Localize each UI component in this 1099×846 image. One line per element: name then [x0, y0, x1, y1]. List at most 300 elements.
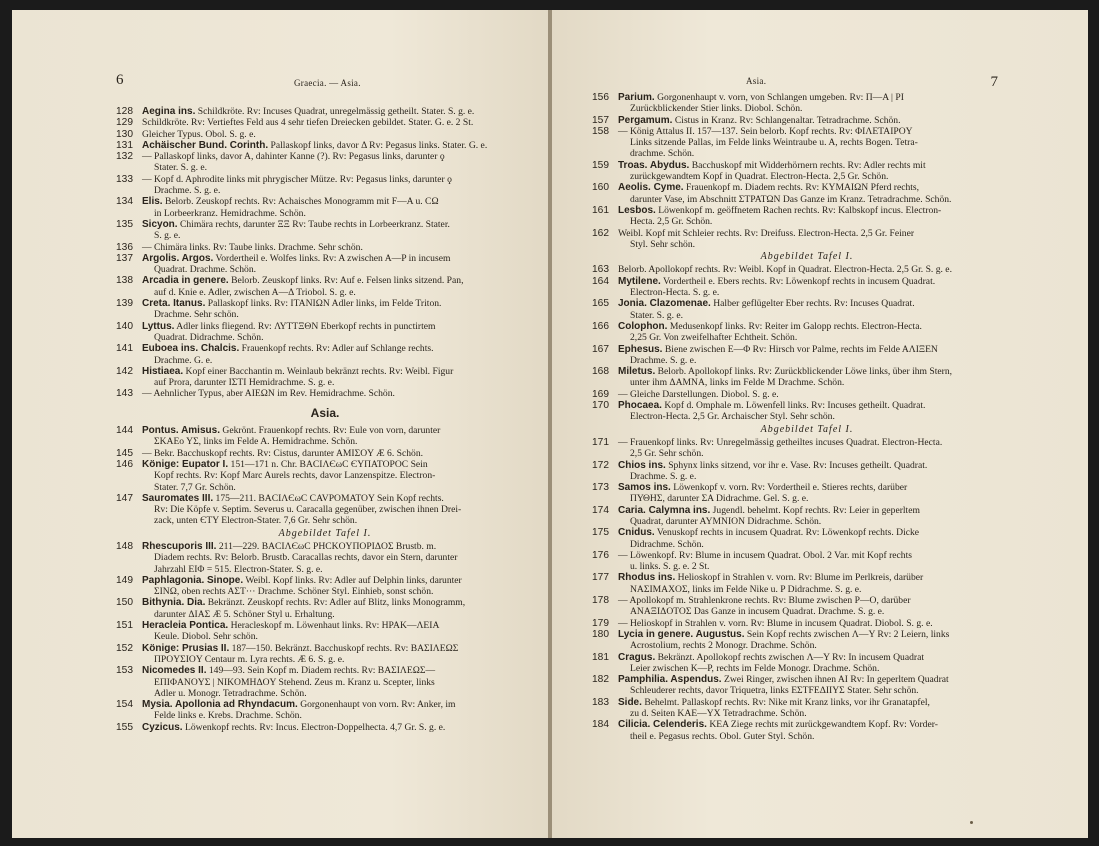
- entry-text: [142, 242, 534, 253]
- entry-number: 154: [116, 699, 133, 711]
- entry-line: Gorgonenhaupt von vorn. Rv: Anker, im: [300, 699, 456, 711]
- entry-text: [142, 425, 534, 448]
- entry-number: 143: [116, 388, 133, 400]
- entries-group: [592, 92, 1022, 250]
- catalogue-entry: [116, 298, 534, 321]
- entry-place-name: Achäischer Bund. Corinth.: [142, 139, 269, 151]
- entry-line: Belorb. Apollokopf links. Rv: Zurückblickender Löwe links, über ihm Stern,: [657, 366, 953, 378]
- catalogue-entry: [116, 242, 534, 253]
- entry-number: 164: [592, 275, 609, 287]
- catalogue-entry: [592, 264, 1022, 275]
- entry-line: Electron-Hecta. S. g. e.: [630, 287, 720, 299]
- entry-text: [142, 219, 534, 242]
- catalogue-entry: [116, 366, 534, 389]
- catalogue-entry: [592, 366, 1022, 389]
- entry-line: 149—93. Sein Kopf m. Diadem rechts. Rv: BAΣIΛEΩΣ—: [208, 665, 436, 677]
- entry-place-name: Troas. Abydus.: [618, 159, 690, 171]
- entry-line: Pallaskopf links. Rv: ITANIΩN Adler links, im Felde Triton.: [207, 298, 442, 310]
- entry-text: [618, 460, 1022, 483]
- figure-reference: Abgebildet Tafel I.: [278, 527, 372, 539]
- entry-text: [618, 276, 1022, 299]
- entry-line: Löwenkopf v. vorn. Rv: Vordertheil e. Stieres rechts, darüber: [673, 482, 908, 494]
- entry-number: 139: [116, 298, 133, 310]
- entries-group: [116, 106, 534, 400]
- entry-place-name: Caria. Calymna ins.: [618, 504, 711, 516]
- entry-place-name: Side.: [618, 696, 642, 708]
- entry-text: [618, 652, 1022, 675]
- entry-text: [618, 321, 1022, 344]
- entry-number: 135: [116, 218, 133, 230]
- entry-line: Links sitzende Pallas, im Felde links Weintraube u. A, rechts Bogen. Tetra-: [630, 137, 918, 149]
- catalogue-entry: [116, 459, 534, 493]
- entry-place-name: Jonia. Clazomenae.: [618, 298, 711, 310]
- catalogue-entry: [116, 343, 534, 366]
- entry-number: 174: [592, 504, 609, 516]
- entry-number: 153: [116, 665, 133, 677]
- entry-line: Bacchuskopf mit Widderhörnern rechts. Rv: Adler rechts mit: [691, 159, 926, 171]
- entry-line: zu d. Seiten KAE—YX Tetradrachme. Schön.: [630, 708, 807, 720]
- entry-text: [618, 697, 1022, 720]
- catalogue-entry: [116, 321, 534, 344]
- entry-place-name: Sauromates III.: [142, 492, 214, 504]
- entry-number: 150: [116, 597, 133, 609]
- entry-place-name: Mysia. Apollonia ad Rhyndacum.: [142, 699, 298, 711]
- entry-line: auf Prora, darunter IΣTI Hemidrachme. S. g. e.: [154, 377, 335, 389]
- entry-line: ΣINΩ, oben rechts AΣT··· Drachme. Schöner Styl. Einhieb, sonst schön.: [154, 586, 434, 598]
- book-gutter: [548, 10, 552, 838]
- entry-place-name: Ephesus.: [618, 343, 663, 355]
- entry-number: 152: [116, 642, 133, 654]
- entry-number: 180: [592, 628, 609, 640]
- entry-place-name: Sicyon.: [142, 218, 178, 230]
- entry-line: — Frauenkopf links. Rv: Unregelmässig getheiltes incuses Quadrat. Electron-Hecta.: [618, 436, 943, 448]
- catalogue-entry: [116, 140, 534, 151]
- running-head: Graecia. — Asia.: [294, 78, 361, 88]
- entry-text: [618, 527, 1022, 550]
- catalogue-entry: [592, 482, 1022, 505]
- entry-line: Adler links fliegend. Rv: ΛΥΤΤΞΘΝ Eberkopf rechts in punctirtem: [176, 320, 436, 332]
- entry-text: [618, 572, 1022, 595]
- catalogue-entry: [592, 182, 1022, 205]
- entry-number: 167: [592, 343, 609, 355]
- entry-line: Gekrönt. Frauenkopf rechts. Rv: Eule von vorn, darunter: [222, 425, 441, 437]
- catalogue-entry: [592, 344, 1022, 367]
- catalogue-entry: [592, 115, 1022, 126]
- entry-number: 155: [116, 721, 133, 733]
- entry-text: [142, 699, 534, 722]
- entry-line: KEA Ziege rechts mit zurückgewandtem Kopf. Rv: Vorder-: [709, 719, 938, 731]
- entry-line: Kopf d. Omphale m. Löwenfell links. Rv: Incuses getheilt. Quadrat.: [664, 400, 926, 412]
- entry-line: Felde links e. Krebs. Drachme. Schön.: [154, 710, 302, 722]
- entry-text: [142, 620, 534, 643]
- entry-place-name: Cyzicus.: [142, 721, 183, 733]
- entry-line: Schildkröte. Rv: Vertieftes Feld aus 4 sehr tiefen Dreiecken gebildet. Stater. G. e. 2 St.: [142, 117, 474, 129]
- entry-number: 133: [116, 173, 133, 185]
- entry-number: 181: [592, 651, 609, 663]
- entry-line: Sphynx links sitzend, vor ihr e. Vase. Rv: Incuses getheilt. Quadrat.: [668, 459, 928, 471]
- entry-line: Diadem rechts. Rv: Belorb. Brustb. Caracallas rechts, davor ein Stern, darunter: [154, 552, 458, 564]
- entry-line: ΠPOYΣIOY Centaur m. Lyra rechts. Æ 6. S. g. e.: [154, 653, 345, 665]
- entry-number: 163: [592, 264, 609, 276]
- entry-line: Acrostolium, rechts 2 Monogr. Drachme. Schön.: [630, 640, 817, 652]
- entry-line: Weibl. Kopf links. Rv: Adler auf Delphin links, darunter: [245, 574, 462, 586]
- entry-number: 176: [592, 549, 609, 561]
- entry-line: Belorb. Apollokopf rechts. Rv: Weibl. Kopf in Quadrat. Electron-Hecta. 2,5 Gr. S. g. e.: [618, 264, 952, 276]
- entry-line: NAΣIMAXOΣ, links im Felde Nike u. P Didrachme. S. g. e.: [630, 583, 862, 595]
- entry-line: 2,25 Gr. Von zweifelhafter Echtheit. Schön.: [630, 332, 798, 344]
- entry-line: Stater. S. g. e.: [154, 162, 208, 174]
- entries-group: [116, 541, 534, 733]
- catalogue-entry: [116, 620, 534, 643]
- entry-line: Drachme. G. e.: [154, 354, 213, 366]
- catalogue-entry: [116, 699, 534, 722]
- entry-line: Leier zwischen K—P, rechts im Felde Monogr. Drachme. Schön.: [630, 662, 880, 674]
- catalogue-entry: [592, 205, 1022, 228]
- entry-text: [618, 92, 1022, 115]
- entry-place-name: Creta. Itanus.: [142, 298, 206, 310]
- entry-line: Helioskopf in Strahlen v. vorn. Rv: Blume im Perlkreis, darüber: [677, 572, 924, 584]
- catalogue-entry: [592, 618, 1022, 629]
- entry-place-name: Samos ins.: [618, 482, 671, 494]
- entry-line: 175—211. BACIΛЄωC CAVPOMATOY Sein Kopf rechts.: [215, 492, 444, 504]
- entry-line: Sein Kopf rechts zwischen Λ—Y Rv: 2 Leiern, links: [746, 628, 950, 640]
- entry-place-name: Cilicia. Celenderis.: [618, 719, 707, 731]
- entry-text: [142, 298, 534, 321]
- entry-line: Frauenkopf m. Diadem rechts. Rv: KYMAIΩN Pferd rechts,: [686, 182, 920, 194]
- catalogue-entry: [116, 253, 534, 276]
- page-number: 7: [990, 74, 998, 90]
- entry-number: 159: [592, 159, 609, 171]
- entry-number: 129: [116, 117, 133, 129]
- entry-line: Kopf einer Bacchantin m. Weinlaub bekränzt rechts. Rv: Weibl. Figur: [185, 365, 454, 377]
- entry-place-name: Paphlagonia. Sinope.: [142, 574, 244, 586]
- entry-number: 140: [116, 320, 133, 332]
- entry-number: 148: [116, 540, 133, 552]
- catalogue-entry: [116, 448, 534, 459]
- entry-place-name: Könige: Eupator I.: [142, 458, 229, 470]
- entry-line: zurückgewandtem Kopf in Quadrat. Electron-Hecta. 2,5 Gr. Schön.: [630, 171, 889, 183]
- entries-group: [116, 425, 534, 527]
- catalogue-entries: [116, 106, 534, 733]
- entry-line: u. links. S. g. e. 2 St.: [630, 561, 710, 573]
- entry-line: Löwenkopf m. geöffnetem Rachen rechts. Rv: Kalbskopf incus. Electron-: [658, 204, 942, 216]
- entry-line: Drachme. S. g. e.: [630, 354, 697, 366]
- entry-place-name: Rhodus ins.: [618, 572, 676, 584]
- entry-line: Halber geflügelter Eber rechts. Rv: Incuses Quadrat.: [713, 298, 915, 310]
- entry-line: ANAΞIΔOTOΣ Das Ganze in incusem Quadrat. Drachme. S. g. e.: [630, 606, 885, 618]
- entry-number: 184: [592, 719, 609, 731]
- entry-line: Belorb. Zeuskopf rechts. Rv: Achaisches Monogramm mit F—A u. CΩ: [164, 196, 439, 208]
- entry-line: Zwei Ringer, zwischen ihnen AI Rv: In geperltem Quadrat: [723, 674, 949, 686]
- entry-text: [618, 437, 1022, 460]
- entry-number: 161: [592, 204, 609, 216]
- entry-line: Frauenkopf rechts. Rv: Adler auf Schlange rechts.: [241, 343, 434, 355]
- entry-line: Vordertheil e. Ebers rechts. Rv: Löwenkopf rechts in incusem Quadrat.: [663, 275, 936, 287]
- entry-text: [142, 575, 534, 598]
- entry-number: 142: [116, 365, 133, 377]
- entry-text: [618, 550, 1022, 573]
- entry-line: Quadrat, darunter AYMNION Didrachme. Schön.: [630, 515, 822, 527]
- catalogue-entry: [592, 437, 1022, 460]
- entry-line: zack, unten ЄΤY Electron-Stater. 7,6 Gr. Sehr schön.: [154, 515, 358, 527]
- entry-text: [142, 151, 534, 174]
- entry-place-name: Euboea ins. Chalcis.: [142, 343, 240, 355]
- entry-place-name: Cragus.: [618, 651, 656, 663]
- entry-line: Jahrzahl EIΦ = 515. Electron-Stater. S. g. e.: [154, 563, 323, 575]
- entry-text: [142, 459, 534, 493]
- entry-line: Drachme. S. g. e.: [154, 185, 221, 197]
- entry-text: [142, 117, 534, 128]
- catalogue-entry: [116, 219, 534, 242]
- entry-line: darunter Vase, im Abschnitt ΣTPATΩN Das Ganze im Kranz. Tetradrachme. Schön.: [630, 193, 952, 205]
- entries-group: [592, 437, 1022, 742]
- entry-number: 132: [116, 151, 133, 163]
- entry-text: [618, 228, 1022, 251]
- catalogue-entry: [116, 493, 534, 527]
- catalogue-entry: [116, 643, 534, 666]
- entry-line: theil e. Pegasus rechts. Obol. Guter Styl. Schön.: [630, 730, 815, 742]
- entry-line: — Gleiche Darstellungen. Diobol. S. g. e.: [618, 388, 779, 400]
- entry-text: [142, 597, 534, 620]
- entry-line: 187—150. Bekränzt. Bacchuskopf rechts. Rv: BAΣIΛEΩΣ: [231, 642, 459, 654]
- entry-number: 131: [116, 139, 133, 151]
- entry-text: [142, 174, 534, 197]
- catalogue-entry: [592, 697, 1022, 720]
- entry-line: Belorb. Zeuskopf links. Rv: Auf e. Felsen links sitzend. Pan,: [231, 275, 464, 287]
- entry-line: Cistus in Kranz. Rv: Schlangenaltar. Tetradrachme. Schön.: [674, 114, 901, 126]
- entry-line: Weibl. Kopf mit Schleier rechts. Rv: Dreifuss. Electron-Hecta. 2,5 Gr. Feiner: [618, 227, 915, 239]
- running-head: Asia.: [746, 76, 767, 86]
- entry-number: 165: [592, 298, 609, 310]
- entry-line: Pallaskopf links, davor Δ Rv: Pegasus links. Stater. G. e.: [270, 139, 488, 151]
- entry-line: Zurückblickender Stier links. Diobol. Schön.: [630, 103, 803, 115]
- entry-place-name: Bithynia. Dia.: [142, 597, 206, 609]
- catalogue-entry: [116, 541, 534, 575]
- catalogue-entry: [592, 126, 1022, 160]
- entry-line: Rv: Die Köpfe v. Septim. Severus u. Caracalla gegenüber, zwischen ihnen Drei-: [154, 504, 462, 516]
- entry-line: Chimära rechts, darunter ΞΞ Rv: Taube rechts in Lorbeerkranz. Stater.: [179, 218, 450, 230]
- entry-text: [618, 126, 1022, 160]
- ink-dot: [970, 821, 973, 824]
- entry-line: Vordertheil e. Wolfes links. Rv: A zwischen A—P in incusem: [215, 252, 451, 264]
- entry-text: [618, 618, 1022, 629]
- entry-place-name: Arcadia in genere.: [142, 275, 229, 287]
- catalogue-entry: [592, 572, 1022, 595]
- entry-line: Quadrat. Drachme. Schön.: [154, 264, 257, 276]
- entry-text: [618, 389, 1022, 400]
- entry-line: auf d. Knie e. Adler, zwischen A—Δ Triobol. S. g. e.: [154, 286, 356, 298]
- entry-place-name: Cnidus.: [618, 527, 655, 539]
- entry-number: 134: [116, 196, 133, 208]
- entry-number: 169: [592, 388, 609, 400]
- entry-text: [142, 541, 534, 575]
- catalogue-entry: [116, 151, 534, 174]
- left-page: [12, 10, 550, 838]
- catalogue-entry: [116, 106, 534, 117]
- catalogue-entry: [592, 550, 1022, 573]
- entry-number: 137: [116, 252, 133, 264]
- entry-text: [618, 160, 1022, 183]
- entry-number: 168: [592, 366, 609, 378]
- entry-text: [618, 366, 1022, 389]
- entry-number: 166: [592, 320, 609, 332]
- entry-number: 136: [116, 241, 133, 253]
- entry-number: 170: [592, 400, 609, 412]
- catalogue-entry: [116, 575, 534, 598]
- catalogue-entry: [592, 92, 1022, 115]
- catalogue-entry: [592, 389, 1022, 400]
- entry-number: 128: [116, 106, 133, 117]
- catalogue-entry: [592, 527, 1022, 550]
- entry-text: [618, 344, 1022, 367]
- entry-number: 149: [116, 574, 133, 586]
- catalogue-entry: [116, 597, 534, 620]
- figure-reference: Abgebildet Tafel I.: [760, 423, 854, 435]
- figure-reference: Abgebildet Tafel I.: [760, 251, 854, 263]
- entry-place-name: Pamphilia. Aspendus.: [618, 674, 722, 686]
- entry-text: [618, 482, 1022, 505]
- entry-place-name: Aegina ins.: [142, 106, 196, 117]
- catalogue-entry: [116, 174, 534, 197]
- book-spread: [12, 10, 1088, 838]
- entry-line: — Bekr. Bacchuskopf rechts. Rv: Cistus, darunter AMIΣOY Æ 6. Schön.: [142, 447, 424, 459]
- right-page: [550, 10, 1088, 838]
- entry-line: — Helioskopf in Strahlen v. vorn. Rv: Blume in incusem Quadrat. Diobol. S. g. e.: [618, 617, 933, 629]
- catalogue-entry: [592, 160, 1022, 183]
- entry-line: Quadrat. Didrachme. Schön.: [154, 331, 264, 343]
- entry-line: Adler u. Monogr. Tetradrachme. Schön.: [154, 687, 307, 699]
- entry-line: Venuskopf rechts in incusem Quadrat. Rv: Löwenkopf rechts. Dicke: [656, 527, 920, 539]
- entry-number: 179: [592, 617, 609, 629]
- entry-place-name: Argolis. Argos.: [142, 252, 214, 264]
- entry-place-name: Chios ins.: [618, 459, 666, 471]
- catalogue-entry: [592, 276, 1022, 299]
- catalogue-entry: [116, 196, 534, 219]
- entry-place-name: Pontus. Amisus.: [142, 425, 220, 437]
- entry-text: [142, 343, 534, 366]
- entry-number: 158: [592, 125, 609, 137]
- entry-number: 178: [592, 595, 609, 607]
- entry-number: 146: [116, 458, 133, 470]
- entry-line: Bekränzt. Zeuskopf rechts. Rv: Adler auf Blitz, links Monogramm,: [207, 597, 466, 609]
- entry-text: [142, 140, 534, 151]
- entry-place-name: Elis.: [142, 196, 163, 208]
- entry-text: [142, 321, 534, 344]
- catalogue-entry: [116, 275, 534, 298]
- catalogue-entry: [592, 505, 1022, 528]
- entry-line: Löwenkopf rechts. Rv: Incus. Electron-Doppelhecta. 4,7 Gr. S. g. e.: [184, 721, 446, 733]
- entry-line: — Kopf d. Aphrodite links mit phrygischer Mütze. Rv: Pegasus links, darunter ϙ: [142, 173, 452, 185]
- entry-number: 160: [592, 182, 609, 194]
- entries-group: [592, 264, 1022, 422]
- entry-place-name: Lycia in genere. Augustus.: [618, 628, 745, 640]
- entry-place-name: Könige: Prusias II.: [142, 642, 230, 654]
- entry-line: Gorgonenhaupt v. vorn, von Schlangen umgeben. Rv: Π—A | PI: [657, 92, 904, 103]
- entry-line: — Pallaskopf links, davor A, dahinter Kanne (?). Rv: Pegasus links, darunter ϙ: [142, 151, 445, 163]
- entry-text: [142, 448, 534, 459]
- entry-line: Drachme. Sehr schön.: [154, 309, 239, 321]
- entry-line: Heracleskopf m. Löwenhaut links. Rv: HPAK—ΛEIA: [230, 620, 440, 632]
- entry-place-name: Lyttus.: [142, 320, 175, 332]
- catalogue-entry: [592, 400, 1022, 423]
- entry-number: 145: [116, 447, 133, 459]
- entry-line: Schleuderer rechts, davor Triquetra, links EΣTFEΔIIYΣ Stater. Sehr schön.: [630, 685, 919, 697]
- page-number: 6: [116, 72, 124, 88]
- entry-line: Behelmt. Pallaskopf rechts. Rv: Nike mit Kranz links, vor ihr Granatapfel,: [644, 696, 930, 708]
- entry-number: 175: [592, 527, 609, 539]
- catalogue-entry: [116, 665, 534, 699]
- catalogue-entry: [592, 321, 1022, 344]
- entry-line: Kopf rechts. Rv: Kopf Marc Aurels rechts, davor Lanzenspitze. Electron-: [154, 470, 436, 482]
- catalogue-entry: [592, 228, 1022, 251]
- entry-number: 177: [592, 572, 609, 584]
- entry-number: 141: [116, 343, 133, 355]
- entry-line: unter ihm ΔAMNA, links im Felde M Drachme. Schön.: [630, 377, 845, 389]
- entry-line: — Löwenkopf. Rv: Blume in incusem Quadrat. Obol. 2 Var. mit Kopf rechts: [618, 549, 912, 561]
- entry-text: [618, 595, 1022, 618]
- catalogue-entry: [592, 298, 1022, 321]
- catalogue-entries: [592, 92, 1022, 742]
- entry-line: ΠΥΘΗΣ, darunter ΣA Didrachme. Gel. S. g. e.: [630, 493, 809, 505]
- entry-line: Stater. 7,7 Gr. Schön.: [154, 481, 236, 493]
- entry-place-name: Aeolis. Cyme.: [618, 182, 684, 194]
- entry-text: [142, 665, 534, 699]
- entry-number: 172: [592, 459, 609, 471]
- entry-line: 2,5 Gr. Sehr schön.: [630, 448, 704, 460]
- entry-text: [618, 629, 1022, 652]
- catalogue-entry: [116, 425, 534, 448]
- entry-line: Styl. Sehr schön.: [630, 238, 696, 250]
- entry-place-name: Colophon.: [618, 320, 668, 332]
- catalogue-entry: [116, 129, 534, 140]
- entry-place-name: Lesbos.: [618, 204, 656, 216]
- entry-text: [142, 106, 534, 117]
- entry-place-name: Heracleia Pontica.: [142, 620, 229, 632]
- entry-number: 144: [116, 425, 133, 437]
- entry-line: Didrachme. Schön.: [630, 538, 704, 550]
- entry-text: [618, 264, 1022, 275]
- catalogue-entry: [592, 629, 1022, 652]
- entry-line: Biene zwischen E—Φ Rv: Hirsch vor Palme, rechts im Felde AΛIΞEN: [664, 343, 938, 355]
- entry-number: 130: [116, 128, 133, 140]
- entry-text: [618, 719, 1022, 742]
- entry-text: [618, 205, 1022, 228]
- entry-line: 211—229. BACIΛЄωC PHCKOYΠOPIΔOΣ Brustb. m.: [218, 540, 437, 552]
- entry-place-name: Parium.: [618, 92, 655, 103]
- entry-line: Schildkröte. Rv: Incuses Quadrat, unregelmässig getheilt. Stater. S. g. e.: [197, 106, 475, 117]
- entry-line: drachme. Schön.: [630, 148, 695, 160]
- entry-line: Electron-Hecta. 2,5 Gr. Archaischer Styl. Sehr schön.: [630, 411, 835, 423]
- entry-text: [618, 115, 1022, 126]
- catalogue-entry: [592, 674, 1022, 697]
- entry-text: [618, 674, 1022, 697]
- entry-line: 151—171 n. Chr. BACIΛЄωC ЄYΠATOPOC Sein: [230, 458, 428, 470]
- entry-line: Jugendl. behelmt. Kopf rechts. Rv: Leier in geperltem: [712, 504, 920, 516]
- entry-number: 183: [592, 696, 609, 708]
- catalogue-entry: [592, 719, 1022, 742]
- entry-text: [142, 275, 534, 298]
- catalogue-entry: [116, 722, 534, 733]
- entry-text: [142, 388, 534, 399]
- catalogue-entry: [592, 652, 1022, 675]
- entry-text: [618, 182, 1022, 205]
- entry-number: 162: [592, 227, 609, 239]
- entry-place-name: Nicomedes II.: [142, 665, 207, 677]
- entry-text: [618, 505, 1022, 528]
- entry-place-name: Rhescuporis III.: [142, 540, 217, 552]
- entry-text: [142, 196, 534, 219]
- entry-text: [618, 298, 1022, 321]
